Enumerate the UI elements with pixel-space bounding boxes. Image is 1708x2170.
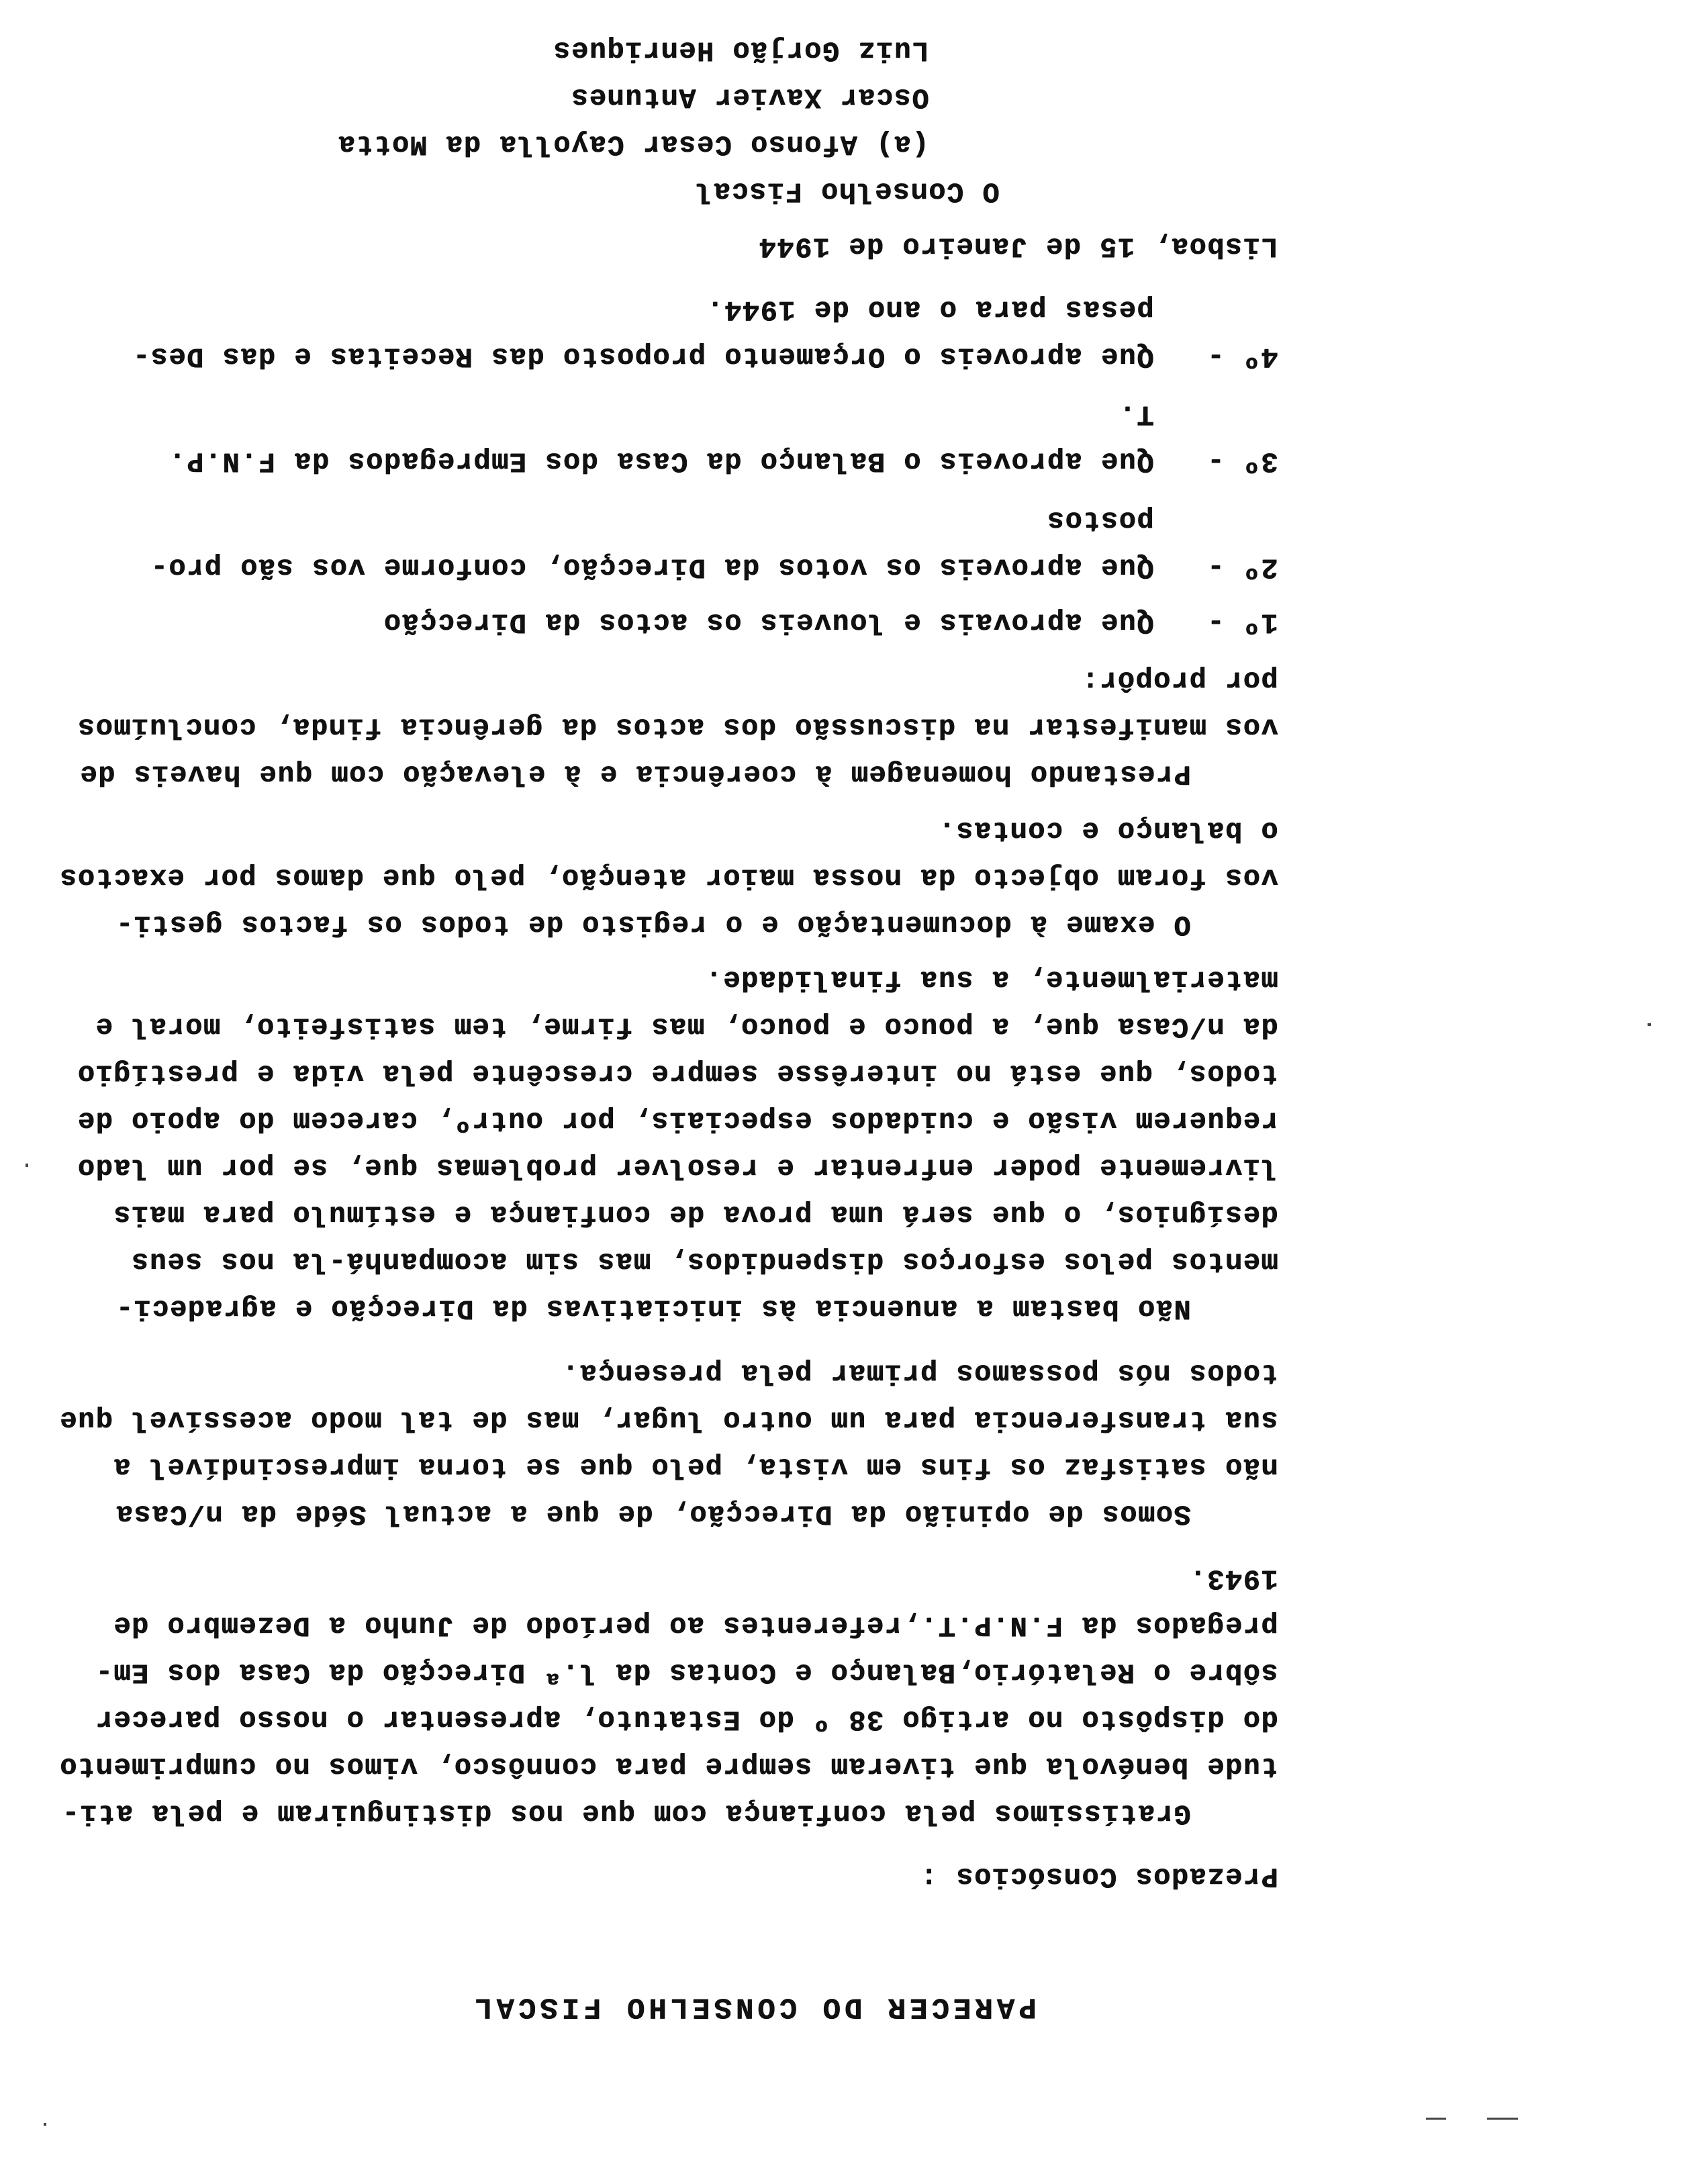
proposal-text: Que aprovais e louveis os actos da Direcção (383, 606, 1154, 639)
paragraph-line: livremente poder enfrentar e resolver problemas que, se por um lado (77, 1151, 1278, 1184)
proposal-number: 3º - (1206, 445, 1278, 477)
paragraph-line: sua transferencia para um outro lugar, mas de tal modo acessível que (59, 1404, 1278, 1436)
paragraph-line: todos nós possamos primar pela presença. (561, 1357, 1278, 1389)
scan-mark (1426, 2118, 1446, 2120)
scan-speck (44, 2123, 46, 2126)
paragraph-line: vos manifestar na discussão dos actos da gerência finda, concluímos (77, 711, 1278, 743)
paragraph-line: tude benévola que tiveram sempre para connôsco, vimos no cumprimento (59, 1750, 1278, 1783)
paragraph-line: desígnios, o que será uma prova de confiança e estímulo para mais (113, 1198, 1278, 1231)
proposal-text: Que aproveis o Balanço da Casa dos Empregados da F.N.P. (168, 445, 1154, 477)
paragraph-line: mentos pelos esforços dispendidos, mas sim acompanhá-la nos seus (130, 1245, 1278, 1278)
paragraph-line: 1943. (1188, 1562, 1278, 1595)
scan-speck (1648, 1023, 1651, 1026)
paragraph-line: pregados da F.N.P.T.,referentes ao período de Junho a Dezembro de (113, 1609, 1278, 1642)
signature-line: Luiz Gorjão Henriques (553, 34, 929, 66)
paragraph-line: todos, que está no interêsse sempre crescênte pela vida e prestígio (77, 1057, 1278, 1090)
proposal-text: Que aproveis os votos da Direcção, conforme vos são pro- (150, 551, 1154, 583)
paragraph-line: O exame à documentação e o registo de todos os factos gesti- (115, 908, 1191, 941)
signature-board: O Conselho Fiscal (695, 175, 1000, 207)
paragraph-line: Não bastam a anuencia às iniciativas da Direcção e agradeci- (115, 1292, 1191, 1325)
paragraph-line: Somos de opinião da Direcção, de que a actual Séde da n/Casa (115, 1498, 1191, 1530)
paragraph-line: materialmente, a sua finalidade. (704, 963, 1278, 996)
paragraph-line: Gratíssimos pela confiança com que nos distinguiram e pela ati- (61, 1797, 1191, 1830)
proposal-text: Que aproveis o Orçamento proposto das Receitas e das Des- (132, 340, 1154, 373)
paragraph-line: requerem visão e cuidados especiais, por outrº, carecem do apoio de (77, 1104, 1278, 1137)
paragraph-line: da n/Casa que, a pouco e pouco, mas firme, tem satisfeito, moral e (95, 1010, 1278, 1043)
paragraph-line: Prestando homenagem à coerência e à elevação com que haveis de (79, 758, 1191, 790)
paragraph-line: vos foram objecto da nossa maior atenção, pelo que damos por exactos (59, 861, 1278, 894)
proposal-number: 1º - (1206, 606, 1278, 639)
proposal-number: 2º - (1206, 551, 1278, 583)
paragraph-line: por propôr: (1081, 664, 1278, 696)
signature-line: Oscar Xavier Antunes (570, 81, 929, 113)
scan-speck (26, 1164, 28, 1167)
document-title: PARECER DO CONSELHO FISCAL (471, 1990, 1037, 2024)
proposal-text: T. (1118, 398, 1154, 430)
scan-mark (1487, 2118, 1518, 2120)
paragraph-line: não satisfaz os fins em vista, pelo que se torna imprescindível a (113, 1451, 1278, 1483)
salutation: Prezados Consócios : (919, 1860, 1278, 1893)
place-date: Lisboa, 15 de Janeiro de 1944 (758, 230, 1278, 263)
signature-line: (a) Afonso Cesar Cayolla da Motta (337, 128, 929, 160)
proposal-text: postos (1046, 504, 1154, 536)
proposal-text: pesas para o ano de 1944. (706, 293, 1154, 326)
paragraph-line: do dispôsto no artigo 38 º do Estatuto, apresentar o nosso parecer (95, 1703, 1278, 1736)
proposal-number: 4º - (1206, 340, 1278, 373)
paragraph-line: o balanço e contas. (937, 814, 1278, 847)
paragraph-line: sôbre o Relatório,Balanço e Contas da l.ª Direcção da Casa dos Em- (95, 1656, 1278, 1689)
